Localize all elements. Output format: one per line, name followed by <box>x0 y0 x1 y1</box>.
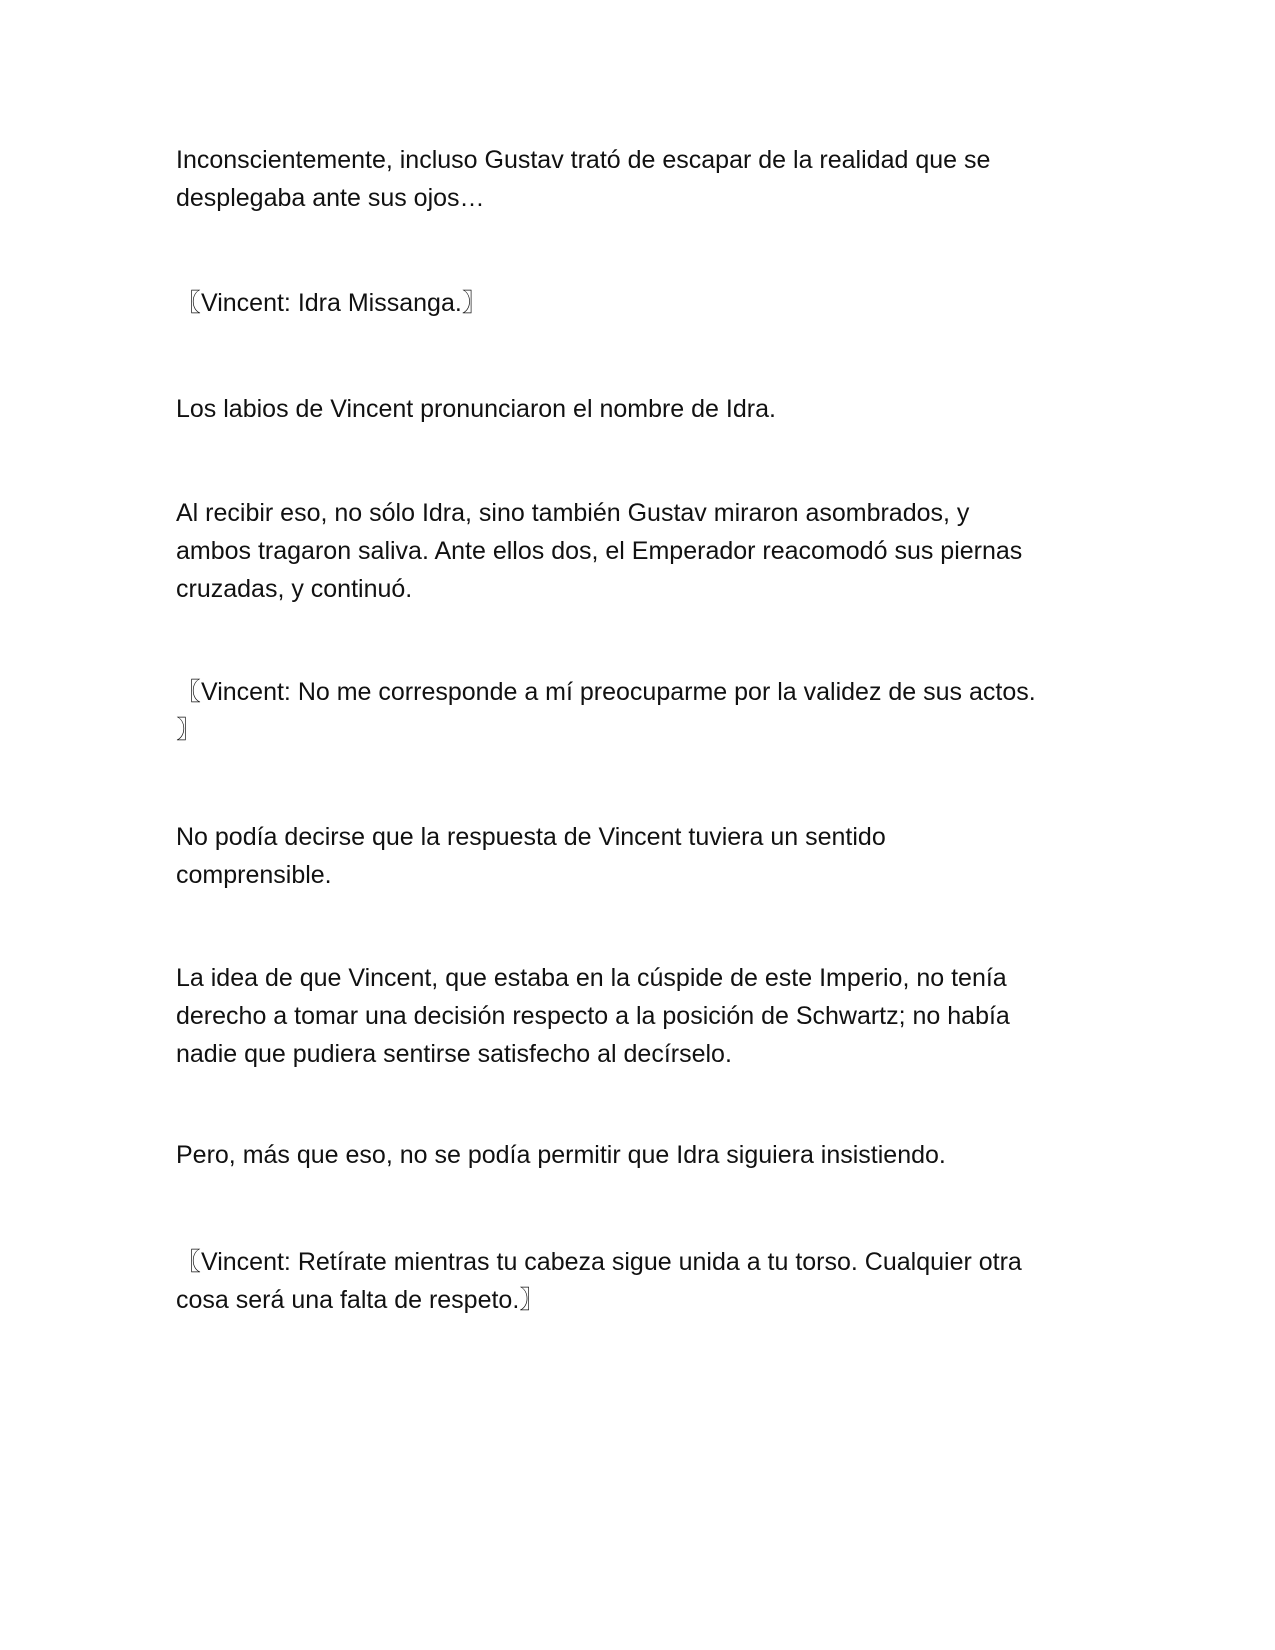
paragraph-narration-2: Los labios de Vincent pronunciaron el nombre de Idra. <box>176 395 776 423</box>
paragraph-dialogue-1: 〖Vincent: Idra Missanga.〗 <box>176 289 487 317</box>
paragraph-narration-1: Inconscientemente, incluso Gustav trató de escapar de la realidad que se desplegaba ante sus ojos… <box>176 146 991 212</box>
paragraph-dialogue-3: 〖Vincent: Retírate mientras tu cabeza sigue unida a tu torso. Cualquier otra cosa será una falta de respeto.〗 <box>176 1248 1022 1314</box>
paragraph-narration-4: No podía decirse que la respuesta de Vincent tuviera un sentido comprensible. <box>176 823 886 889</box>
paragraph-narration-6: Pero, más que eso, no se podía permitir que Idra siguiera insistiendo. <box>176 1141 946 1169</box>
paragraph-dialogue-2: 〖Vincent: No me corresponde a mí preocuparme por la validez de sus actos. 〗 <box>176 678 1036 744</box>
paragraph-narration-5: La idea de que Vincent, que estaba en la cúspide de este Imperio, no tenía derecho a tomar una decisión respecto a la posición de Schwartz; no había nadie que pudiera sentirse satisfecho al decírselo. <box>176 964 1010 1068</box>
paragraph-narration-3: Al recibir eso, no sólo Idra, sino también Gustav miraron asombrados, y ambos tragaron saliva. Ante ellos dos, el Emperador reacomodó sus piernas cruzadas, y continuó. <box>176 499 1023 603</box>
